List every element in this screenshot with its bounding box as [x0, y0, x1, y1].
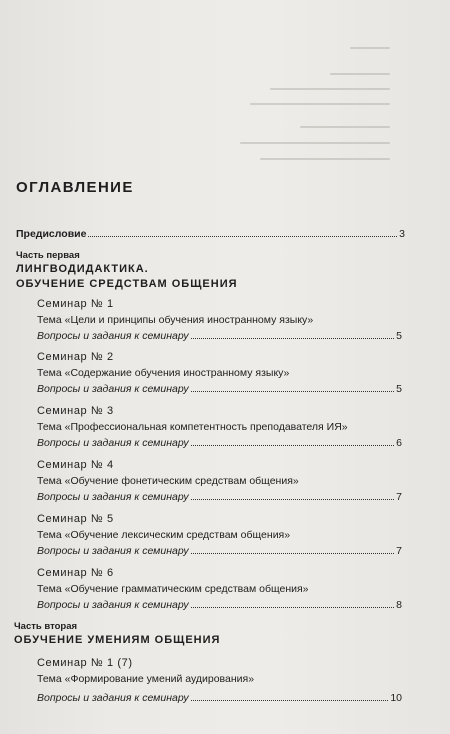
toc-entry-seminar-tasks[interactable]: [37, 437, 402, 449]
page-number: 7: [396, 545, 402, 557]
part-label: Часть вторая: [14, 621, 78, 632]
part-title-line1: ЛИНГВОДИДАКТИКА.: [16, 263, 149, 275]
tasks-label: Вопросы и задания к семинару: [37, 437, 189, 449]
dot-leader: [191, 444, 395, 446]
part-label: Часть первая: [16, 250, 80, 261]
tasks-label: Вопросы и задания к семинару: [37, 545, 189, 557]
seminar-topic: Тема «Цели и принципы обучения иностранному языку»: [37, 314, 314, 326]
page-number: 10: [390, 692, 402, 704]
seminar-topic: Тема «Формирование умений аудирования»: [37, 673, 255, 685]
toc-title: ОГЛАВЛЕНИЕ: [16, 179, 134, 196]
preface-label: Предисловие: [16, 228, 87, 240]
toc-entry-seminar-tasks[interactable]: [37, 599, 402, 611]
seminar-topic: Тема «Обучение грамматическим средствам общения»: [37, 583, 309, 595]
dot-leader: [191, 390, 395, 392]
seminar-number: Семинар № 6: [37, 567, 114, 579]
seminar-number: Семинар № 3: [37, 405, 114, 417]
toc-entry-seminar-tasks[interactable]: [37, 692, 402, 704]
seminar-number: Семинар № 5: [37, 513, 114, 525]
dot-leader: [191, 498, 395, 500]
seminar-number: Семинар № 4: [37, 459, 114, 471]
seminar-topic: Тема «Содержание обучения иностранному языку»: [37, 367, 290, 379]
toc-entry-seminar-tasks[interactable]: [37, 383, 402, 395]
page-number: 3: [399, 228, 405, 240]
seminar-topic: Тема «Обучение лексическим средствам общения»: [37, 529, 291, 541]
seminar-topic: Тема «Обучение фонетическим средствам общения»: [37, 475, 299, 487]
dot-leader: [191, 606, 395, 608]
page-number: 8: [396, 599, 402, 611]
page-number: 7: [396, 491, 402, 503]
toc-entry-preface[interactable]: [16, 228, 405, 240]
page-number: 5: [396, 383, 402, 395]
toc-entry-seminar-tasks[interactable]: [37, 491, 402, 503]
dot-leader: [191, 552, 395, 554]
tasks-label: Вопросы и задания к семинару: [37, 383, 189, 395]
tasks-label: Вопросы и задания к семинару: [37, 599, 189, 611]
seminar-number: Семинар № 1 (7): [37, 657, 133, 669]
toc-entry-seminar-tasks[interactable]: [37, 545, 402, 557]
tasks-label: Вопросы и задания к семинару: [37, 330, 189, 342]
seminar-number: Семинар № 1: [37, 298, 114, 310]
tasks-label: Вопросы и задания к семинару: [37, 491, 189, 503]
toc-entry-seminar-tasks[interactable]: [37, 330, 402, 342]
seminar-topic: Тема «Профессиональная компетентность преподавателя ИЯ»: [37, 421, 348, 433]
seminar-number: Семинар № 2: [37, 351, 114, 363]
part-title-line2: ОБУЧЕНИЕ СРЕДСТВАМ ОБЩЕНИЯ: [16, 278, 238, 290]
part-title: ОБУЧЕНИЕ УМЕНИЯМ ОБЩЕНИЯ: [14, 634, 221, 646]
dot-leader: [88, 235, 397, 237]
dot-leader: [191, 337, 395, 339]
page-number: 5: [396, 330, 402, 342]
dot-leader: [191, 699, 389, 701]
tasks-label: Вопросы и задания к семинару: [37, 692, 189, 704]
bleed-through-text: [0, 0, 450, 170]
page-number: 6: [396, 437, 402, 449]
